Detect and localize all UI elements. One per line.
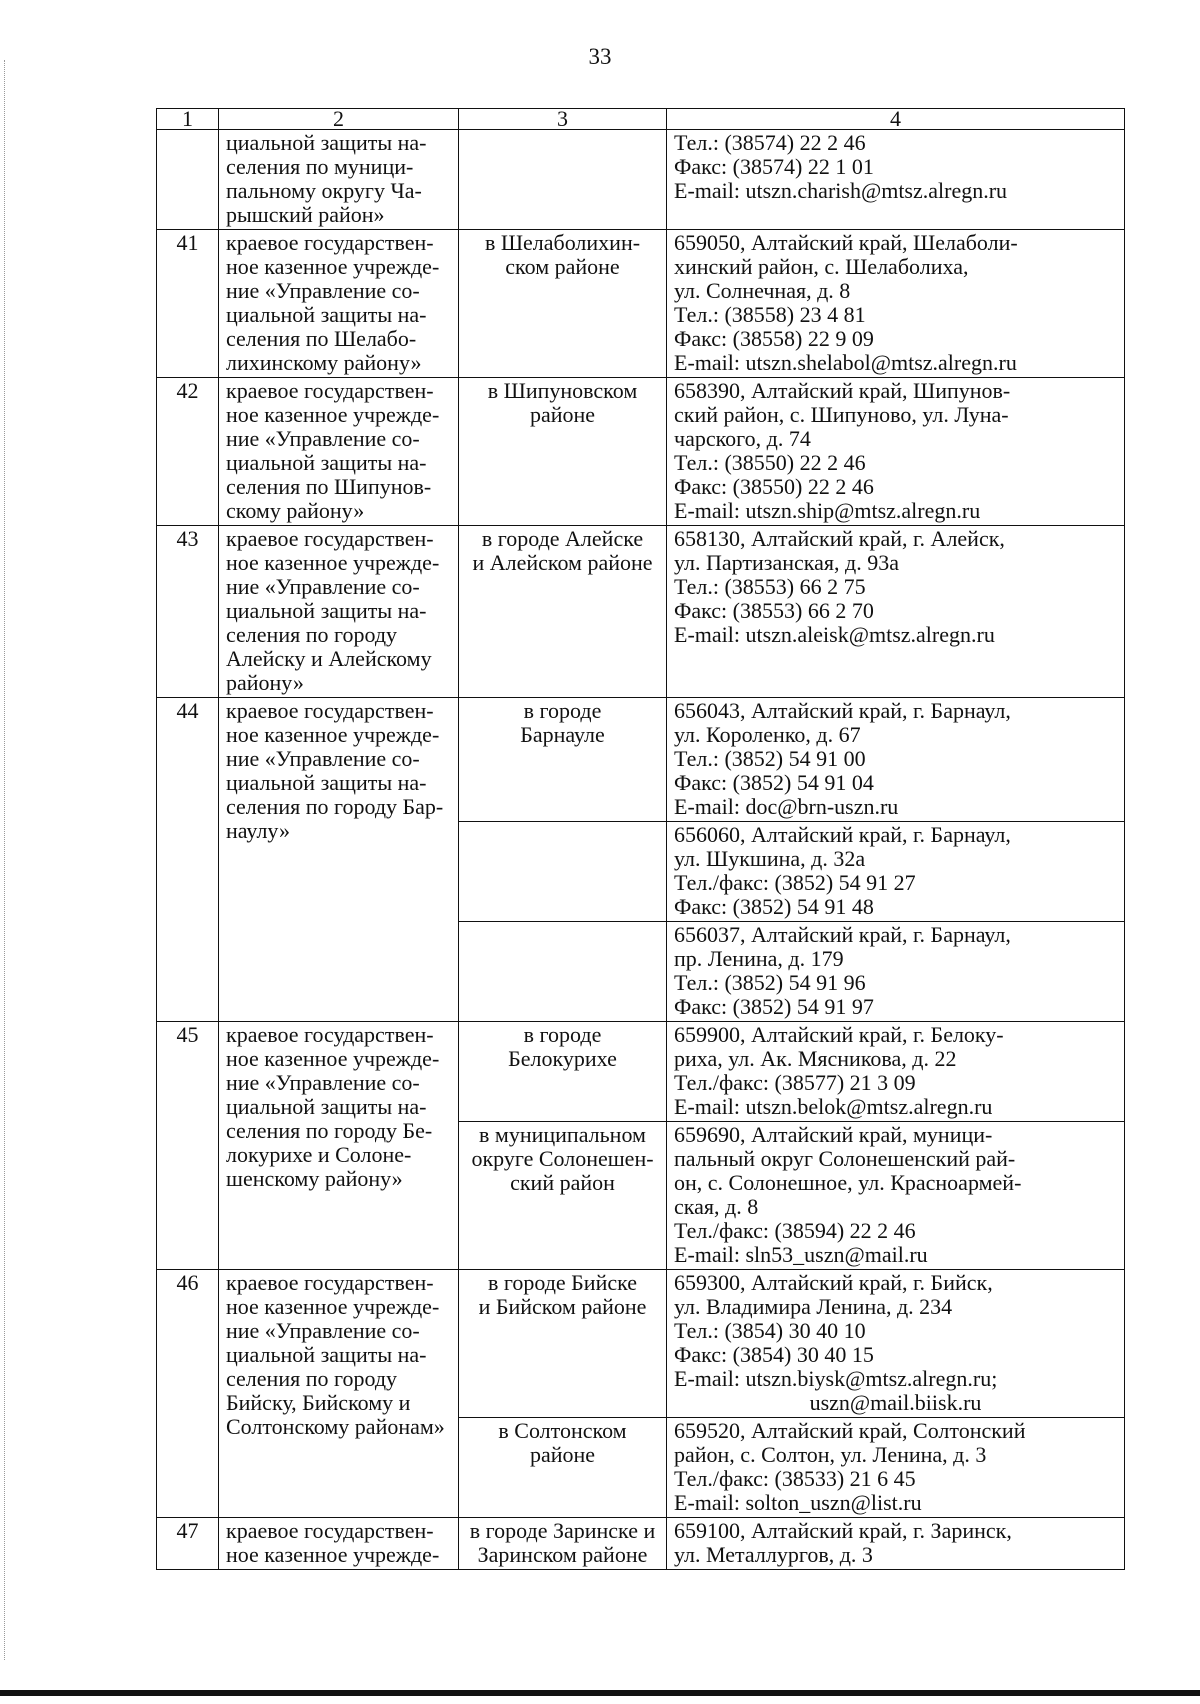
service-area-line: в Шелаболихин- (484, 230, 641, 255)
service-area-line: Заринском районе (477, 1542, 648, 1567)
organization-cell (219, 230, 459, 378)
service-area-cell (459, 378, 667, 526)
contacts-cell (667, 1022, 1125, 1122)
row-number: 41 (157, 230, 219, 378)
contact-line: 659520, Алтайский край, Солтонский (674, 1418, 1026, 1443)
table-row (157, 526, 1125, 698)
contact-line: 656060, Алтайский край, г. Барнаул, (674, 822, 1011, 847)
organization-line: циальной защиты на- (226, 598, 427, 623)
service-area-cell (459, 1418, 667, 1518)
contact-line: 659900, Алтайский край, г. Белоку- (674, 1022, 1004, 1047)
organization-line: ное казенное учрежде- (226, 722, 440, 747)
organization-cell (219, 1518, 459, 1570)
organization-line: циальной защиты на- (226, 1094, 427, 1119)
contact-line: Факс: (38574) 22 1 01 (674, 154, 874, 179)
contact-line: Тел.: (38550) 22 2 46 (674, 450, 866, 475)
service-area-line: районе (529, 1442, 596, 1467)
organization-cell (219, 1270, 459, 1518)
service-area-line: округе Солонешен- (471, 1146, 654, 1171)
row-number: 42 (157, 378, 219, 526)
email-line: E-mail: utszn.ship@mtsz.alregn.ru (674, 498, 981, 523)
contact-line: 658130, Алтайский край, г. Алейск, (674, 526, 1005, 551)
contact-line: 656043, Алтайский край, г. Барнаул, (674, 698, 1011, 723)
organization-line: селения по городу (226, 622, 398, 647)
organization-line: селения по Шелабо- (226, 326, 417, 351)
organization-line: ное казенное учрежде- (226, 254, 440, 279)
service-area-line: ском районе (505, 254, 620, 279)
contact-line: Тел.: (3854) 30 40 10 (674, 1318, 866, 1343)
service-area-line: в Шипуновском (487, 378, 638, 403)
organization-line: пальному округу Ча- (226, 178, 422, 203)
contacts-cell (667, 922, 1125, 1022)
row-number: 47 (157, 1518, 219, 1570)
scan-edge-marks (4, 60, 7, 1660)
organization-line: краевое государствен- (226, 1518, 434, 1543)
contact-line: ский район, с. Шипуново, ул. Луна- (674, 402, 1009, 427)
header-cell-2: 2 (219, 109, 459, 130)
contact-line: Тел./факс: (38594) 22 2 46 (674, 1218, 916, 1243)
service-area-line: и Бийском районе (478, 1294, 647, 1319)
organization-line: скому району» (226, 498, 365, 523)
row-number: 45 (157, 1022, 219, 1270)
organization-line: району» (226, 670, 304, 695)
contact-line: пр. Ленина, д. 179 (674, 946, 844, 971)
header-cell-1: 1 (157, 109, 219, 130)
service-area-line: в городе Заринске и (469, 1518, 656, 1543)
organization-line: краевое государствен- (226, 1270, 434, 1295)
table-row (157, 698, 1125, 822)
table-row (157, 1518, 1125, 1570)
organization-line: ние «Управление со- (226, 278, 420, 303)
email-line: E-mail: utszn.biysk@mtsz.alregn.ru; (674, 1366, 998, 1391)
service-area-line: в городе Алейске (481, 526, 644, 551)
contacts-cell (667, 1518, 1125, 1570)
contact-line: Тел.: (3852) 54 91 96 (674, 970, 866, 995)
organization-line: Бийску, Бийскому и (226, 1390, 411, 1415)
organization-line: циальной защиты на- (226, 1342, 427, 1367)
service-area-line: и Алейском районе (472, 550, 653, 575)
service-area-cell (459, 1122, 667, 1270)
service-area-cell (459, 1270, 667, 1418)
service-area-line: районе (529, 402, 596, 427)
service-area-cell (459, 130, 667, 230)
contacts-cell (667, 1122, 1125, 1270)
registry-body (157, 106, 1125, 1570)
email-line: E-mail: utszn.aleisk@mtsz.alregn.ru (674, 622, 995, 647)
email-line: E-mail: sln53_uszn@mail.ru (674, 1242, 928, 1267)
contact-line: ул. Солнечная, д. 8 (674, 278, 851, 303)
organization-line: краевое государствен- (226, 230, 434, 255)
table-row (157, 1270, 1125, 1418)
organization-line: селения по муници- (226, 154, 414, 179)
organization-line: циальной защиты на- (226, 450, 427, 475)
organization-line: циальной защиты на- (226, 770, 427, 795)
contact-line: ул. Партизанская, д. 93а (674, 550, 899, 575)
organization-cell (219, 526, 459, 698)
contact-line: ская, д. 8 (674, 1194, 759, 1219)
service-area-line: Белокурихе (508, 1046, 617, 1071)
organization-line: краевое государствен- (226, 526, 434, 551)
email-line: E-mail: utszn.shelabol@mtsz.alregn.ru (674, 350, 1017, 375)
contact-line: Факс: (38550) 22 2 46 (674, 474, 874, 499)
row-number: 44 (157, 698, 219, 1022)
email-line: uszn@mail.biisk.ru (809, 1390, 982, 1415)
service-area-line: в городе Бийске (487, 1270, 638, 1295)
contacts-cell (667, 230, 1125, 378)
row-number: 43 (157, 526, 219, 698)
organization-line: селения по городу Бе- (226, 1118, 433, 1143)
contact-line: Тел.: (38574) 22 2 46 (674, 130, 866, 155)
contacts-cell (667, 378, 1125, 526)
organization-line: селения по Шипунов- (226, 474, 432, 499)
service-area-line: в городе (523, 1022, 602, 1047)
contact-line: Факс: (3854) 30 40 15 (674, 1342, 874, 1367)
organization-line: ние «Управление со- (226, 1070, 420, 1095)
organization-line: Солтонскому районам» (226, 1414, 445, 1439)
service-area-line: ский район (510, 1170, 615, 1195)
organization-line: лихинскому району» (226, 350, 422, 375)
registry-table (156, 108, 1125, 1570)
organization-line: ние «Управление со- (226, 1318, 420, 1343)
contacts-cell (667, 698, 1125, 822)
contact-line: Тел.: (38553) 66 2 75 (674, 574, 866, 599)
contact-line: 658390, Алтайский край, Шипунов- (674, 378, 1011, 403)
email-line: E-mail: doc@brn-uszn.ru (674, 794, 899, 819)
organization-line: ние «Управление со- (226, 746, 420, 771)
service-area-line: Барнауле (520, 722, 605, 747)
service-area-cell (459, 230, 667, 378)
email-line: E-mail: solton_uszn@list.ru (674, 1490, 922, 1515)
organization-line: краевое государствен- (226, 698, 434, 723)
contact-line: чарского, д. 74 (674, 426, 811, 451)
contact-line: Факс: (3852) 54 91 97 (674, 994, 874, 1019)
organization-line: циальной защиты на- (226, 130, 427, 155)
organization-line: ние «Управление со- (226, 426, 420, 451)
organization-cell (219, 1022, 459, 1270)
table-row (157, 130, 1125, 230)
email-line: E-mail: utszn.charish@mtsz.alregn.ru (674, 178, 1008, 203)
table-row (157, 230, 1125, 378)
contact-line: Тел.: (3852) 54 91 00 (674, 746, 866, 771)
header-row (157, 109, 1125, 130)
organization-line: ние «Управление со- (226, 574, 420, 599)
header-cell-3: 3 (459, 109, 667, 130)
contact-line: Тел./факс: (38533) 21 6 45 (674, 1466, 916, 1491)
organization-line: Алейску и Алейскому (226, 646, 432, 671)
organization-line: селения по городу (226, 1366, 398, 1391)
contacts-cell (667, 822, 1125, 922)
table-row (157, 1022, 1125, 1122)
contact-line: Тел./факс: (38577) 21 3 09 (674, 1070, 916, 1095)
service-area-cell (459, 1518, 667, 1570)
service-area-cell (459, 1022, 667, 1122)
service-area-line: в городе (523, 698, 602, 723)
contact-line: 659050, Алтайский край, Шелаболи- (674, 230, 1018, 255)
contact-line: Факс: (3852) 54 91 04 (674, 770, 874, 795)
contacts-cell (667, 1270, 1125, 1418)
row-number (157, 130, 219, 230)
organization-line: циальной защиты на- (226, 302, 427, 327)
contact-line: хинский район, с. Шелаболиха, (674, 254, 969, 279)
contact-line: ул. Металлургов, д. 3 (674, 1542, 873, 1567)
header-cell-4: 4 (667, 109, 1125, 130)
contacts-cell (667, 526, 1125, 698)
organization-line: ное казенное учрежде- (226, 1542, 440, 1567)
organization-line: краевое государствен- (226, 378, 434, 403)
service-area-cell (459, 822, 667, 922)
contact-line: риха, ул. Ак. Мясникова, д. 22 (674, 1046, 957, 1071)
contact-line: Тел./факс: (3852) 54 91 27 (674, 870, 916, 895)
organization-line: ное казенное учрежде- (226, 1046, 440, 1071)
row-number: 46 (157, 1270, 219, 1518)
contact-line: 659300, Алтайский край, г. Бийск, (674, 1270, 993, 1295)
service-area-cell (459, 526, 667, 698)
contact-line: Факс: (38558) 22 9 09 (674, 326, 874, 351)
organization-line: селения по городу Бар- (226, 794, 444, 819)
scan-bottom-rule (0, 1690, 1200, 1696)
contact-line: он, с. Солонешное, ул. Красноармей- (674, 1170, 1022, 1195)
service-area-cell (459, 922, 667, 1022)
organization-line: ное казенное учрежде- (226, 402, 440, 427)
organization-line: ное казенное учрежде- (226, 1294, 440, 1319)
service-area-line: в муниципальном (479, 1122, 646, 1147)
contacts-cell (667, 1418, 1125, 1518)
contact-line: ул. Шукшина, д. 32а (674, 846, 866, 871)
organization-cell (219, 698, 459, 1022)
contacts-cell (667, 130, 1125, 230)
organization-cell (219, 130, 459, 230)
contact-line: район, с. Солтон, ул. Ленина, д. 3 (674, 1442, 987, 1467)
contact-line: Тел.: (38558) 23 4 81 (674, 302, 866, 327)
organization-cell (219, 378, 459, 526)
contact-line: Факс: (38553) 66 2 70 (674, 598, 874, 623)
organization-line: ное казенное учрежде- (226, 550, 440, 575)
contact-line: 659690, Алтайский край, муници- (674, 1122, 993, 1147)
contact-line: пальный округ Солонешенский рай- (674, 1146, 1016, 1171)
organization-line: рышский район» (226, 202, 385, 227)
organization-line: наулу» (226, 818, 290, 843)
contact-line: 659100, Алтайский край, г. Заринск, (674, 1518, 1012, 1543)
registry-sheet (156, 108, 1124, 1570)
contact-line: Факс: (3852) 54 91 48 (674, 894, 874, 919)
contact-line: 656037, Алтайский край, г. Барнаул, (674, 922, 1011, 947)
page-number: 33 (588, 44, 612, 69)
table-row (157, 378, 1125, 526)
email-line: E-mail: utszn.belok@mtsz.alregn.ru (674, 1094, 993, 1119)
contact-line: ул. Владимира Ленина, д. 234 (674, 1294, 953, 1319)
organization-line: краевое государствен- (226, 1022, 434, 1047)
organization-line: локурихе и Солоне- (226, 1142, 412, 1167)
service-area-line: в Солтонском (498, 1418, 627, 1443)
organization-line: шенскому району» (226, 1166, 403, 1191)
service-area-cell (459, 698, 667, 822)
contact-line: ул. Короленко, д. 67 (674, 722, 861, 747)
